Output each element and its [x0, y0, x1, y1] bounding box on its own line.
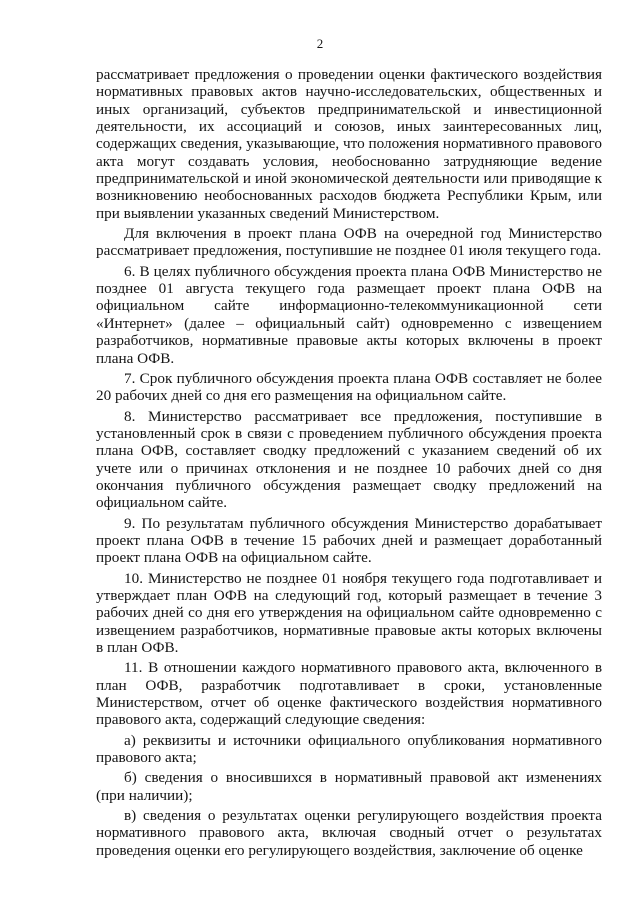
- paragraph-item-8: 8. Министерство рассматривает все предложения, поступившие в установленный срок в связи с проведением публичного обсуждения проекта плана ОФВ, составляет сводку предложений с указанием сведений об их учете или о причинах отклонения и не позднее 10 рабочих дней со дня окончания публичного обсуждения размещает сводку предложений на официальном сайте.: [96, 407, 602, 512]
- paragraph-plan-inclusion: Для включения в проект плана ОФВ на очередной год Министерство рассматривает предложения, поступившие не позднее 01 июля текущего года.: [96, 225, 602, 260]
- paragraph-item-6: 6. В целях публичного обсуждения проекта плана ОФВ Министерство не позднее 01 августа текущего года размещает проект плана ОФВ на официальном сайте информационно-телекоммуникационной сети «Интернет» (далее – официальный сайт) одновременно с извещением разработчиков, нормативные правовые акты которых включены в проект плана ОФВ.: [96, 262, 602, 367]
- paragraph-item-11: 11. В отношении каждого нормативного правового акта, включенного в план ОФВ, разработчик подготавливает в сроки, установленные Министерством, отчет об оценке фактического воздействия нормативного правового акта, содержащий следующие сведения:: [96, 659, 602, 729]
- paragraph-subitem-a: а) реквизиты и источники официального опубликования нормативного правового акта;: [96, 731, 602, 767]
- page-number: 2: [316, 36, 324, 51]
- paragraph-item-10: 10. Министерство не позднее 01 ноября текущего года подготавливает и утверждает план ОФВ на следующий год, который размещает в течение 3 рабочих дней со дня его утверждения на официальном сайте одновременно с извещением разработчиков, нормативные правовые акты которых включены в план ОФВ.: [96, 569, 602, 656]
- paragraph-subitem-v: в) сведения о результатах оценки регулирующего воздействия проекта нормативного правового акта, включая сводный отчет о результатах проведения оценки его регулирующего воздействия, заключение об оценке: [96, 807, 602, 859]
- paragraph-continuation: рассматривает предложения о проведении оценки фактического воздействия нормативных правовых актов научно-исследовательских, общественных и иных организаций, субъектов предпринимательской и инвестиционной деятельности, их ассоциаций и союзов, иных заинтересованных лиц, содержащих сведения, указывающие, что положения нормативного правового акта могут создавать условия, необоснованно затрудняющие ведение предпринимательской и иной экономической деятельности или приводящие к возникновению необоснованных расходов бюджета Республики Крым, или при выявлении указанных сведений Министерством.: [96, 66, 602, 222]
- paragraph-subitem-b: б) сведения о вносившихся в нормативный правовой акт изменениях (при наличии);: [96, 769, 602, 804]
- paragraph-item-9: 9. По результатам публичного обсуждения Министерство дорабатывает проект плана ОФВ в течение 15 рабочих дней и размещает доработанный проект плана ОФВ на официальном сайте.: [96, 514, 602, 567]
- document-body: [96, 66, 602, 862]
- paragraph-item-7: 7. Срок публичного обсуждения проекта плана ОФВ составляет не более 20 рабочих дней со дня его размещения на официальном сайте.: [96, 369, 602, 405]
